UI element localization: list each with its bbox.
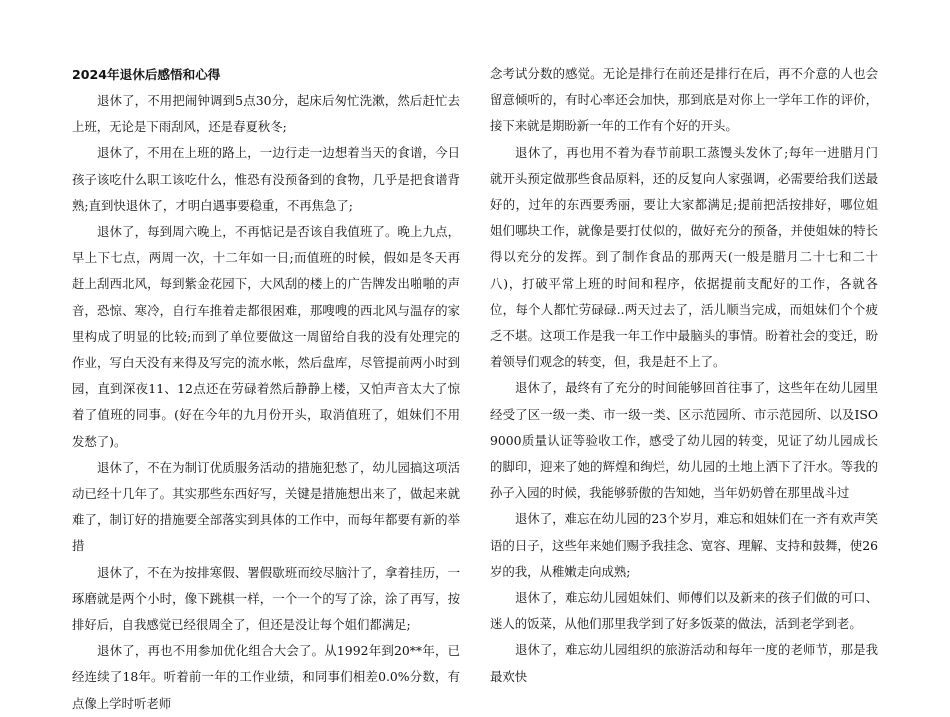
paragraph-menu-planning: 退休了，不用在上班的路上，一边行走一边想着当天的食谱，今日孩子该吃什么职工该吃什么，惟恐有没预备到的食物，几乎是把食谱背熟;直到快退休了，才明白遇事要稳重，不再焦急了;	[72, 145, 460, 213]
paragraph-alarm-clock: 退休了，不用把闹钟调到5点30分，起床后匆忙洗漱，然后赶忙去上班，无论是下雨刮风，还是春夏秋冬;	[72, 93, 460, 135]
document-title: 2024年退休后感悟和心得	[72, 67, 221, 82]
paragraph-night-duty: 退休了，每到周六晚上，不再惦记是否该自我值班了。晚上九点，早上下七点，两周一次，十二年如一日;而值班的时候，假如是冬天再赶上刮西北风，每到紫金花园下，大风刮的楼上的广告牌发出啪啪的声音，恐惊、寒冷，自行车推着走都很困难，那嗖嗖的西北风与温存的家里构成了明显的比较;而到了单位要做这一周留给自我的没有处理完的作业，写白天没有来得及写完的流水帐，然后盘库，尽管提前两小时到园，直到深夜11、12点还在劳碌着然后静静上楼，又怕声音太大了惊着了值班的同事。(好在今年的九月份开头，取消值班了，姐妹们不用发愁了)。	[72, 224, 460, 449]
paragraph-service-measures: 退休了，不在为制订优质服务活动的措施犯愁了，幼儿园搞这项活动已经十几年了。其实那些东西好写，关键是措施想出来了，做起来就难了，制订好的措施要全部落实到具体的工作中，而每年都要有新的举措	[72, 459, 460, 554]
paragraph-travel-activities: 退休了，难忘幼儿园组织的旅游活动和每年一度的老师节，那是我最欢快	[490, 642, 878, 684]
paragraph-optimization-meeting: 退休了，再也不用参加优化组合大会了。从1992年到20**年，已经连续了18年。听着前一年的工作业绩，和同事们相差0.0%分数，有点像上学时听老师	[72, 643, 460, 711]
paragraph-spring-festival-buns: 退休了，再也用不着为春节前职工蒸馒头发休了;每年一进腊月门就开头预定做那些食品原料，还的反复向人家强调，必需要给我们送最好的，过年的东西要秀丽，要让大家都满足;提前把活按排好，哪位姐姐们哪块工作，就像是要打仗似的，做好充分的预备，并使姐妹的特长得以充分的发挥。到了制作食品的那两天(一般是腊月二十七和二十八)，打破平常上班的时间和程序，依据提前支配好的工作，各就各位，每个人都忙劳碌碌..两天过去了，活儿顺当完成，而姐妹们个个疲乏不堪。这项工作是我一年工作中最脑头的事情。盼着社会的变迁，盼着领导们观念的转变，但，我是赶不上了。	[490, 144, 878, 370]
left-column	[72, 60, 460, 717]
paragraph-look-back: 退休了，最终有了充分的时间能够回首往事了，这些年在幼儿园里经受了区一级一类、市一级一类、区示范园所、市示范园所、以及ISO9000质量认证等验收工作，感受了幼儿园的转变，见证了幼儿园成长的脚印，迎来了她的辉煌和绚烂，幼儿园的土地上洒下了汗水。等我的孙子入园的时候，我能够骄傲的告知她，当年奶奶曾在那里战斗过	[490, 380, 878, 501]
right-column	[490, 61, 878, 690]
paragraph-continuation: 念考试分数的感觉。无论是排行在前还是排行在后，再不介意的人也会留意倾听的，有时心率还会加快，那到底是对你上一学年工作的评价，接下来就是期盼新一年的工作有个好的开头。	[490, 66, 878, 134]
paragraph-meals: 退休了，难忘幼儿园姐妹们、师傅们以及新来的孩子们做的可口、迷人的饭菜，从他们那里我学到了好多饭菜的做法，活到老学到老。	[490, 590, 878, 632]
paragraph-holiday-schedule: 退休了，不在为按排寒假、署假歇班而绞尽脑汁了，拿着挂历，一琢磨就是两个小时，像下跳棋一样，一个一个的写了涂，涂了再写，按排好后，自我感觉已经很周全了，但还是没让每个姐们都满足;	[72, 564, 460, 633]
paragraph-23-years: 退休了，难忘在幼儿园的23个岁月，难忘和姐妹们在一齐有欢声笑语的日子，这些年来她们赐予我挂念、宽容、理解、支持和鼓舞，使26岁的我，从稚嫩走向成熟;	[490, 511, 878, 579]
